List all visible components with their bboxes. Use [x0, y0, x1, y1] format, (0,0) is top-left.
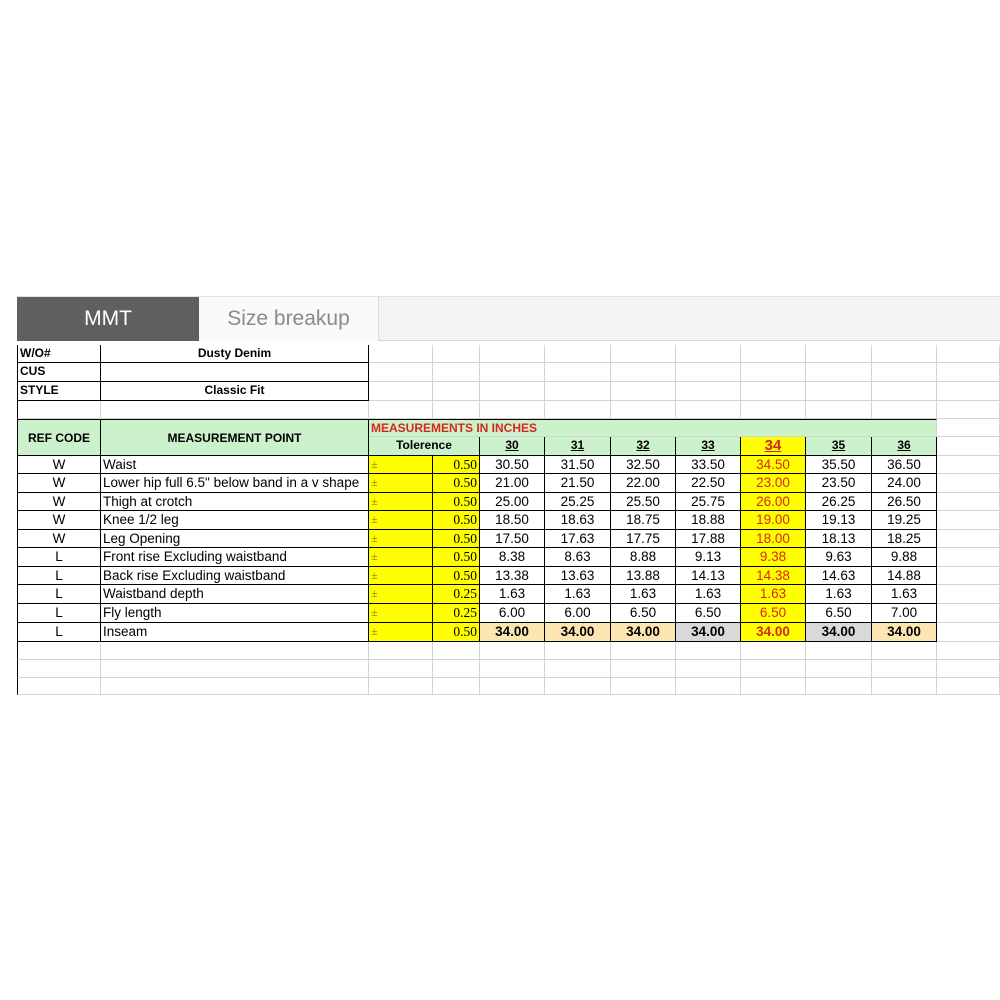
- empty-cell[interactable]: [611, 401, 676, 419]
- plus-minus-cell[interactable]: ±: [369, 456, 433, 474]
- empty-cell[interactable]: [545, 678, 611, 695]
- value-cell-size-30[interactable]: 13.38: [480, 567, 545, 585]
- empty-cell[interactable]: [480, 642, 545, 660]
- empty-cell[interactable]: [937, 660, 1000, 678]
- value-cell-size-31[interactable]: 6.00: [545, 604, 611, 623]
- value-cell-size-32[interactable]: 34.00: [611, 623, 676, 642]
- empty-cell[interactable]: [937, 363, 1000, 382]
- measurement-point-cell[interactable]: Front rise Excluding waistband: [101, 548, 369, 567]
- empty-cell[interactable]: [369, 363, 433, 382]
- empty-cell[interactable]: [872, 363, 937, 382]
- value-cell-size-34[interactable]: 23.00: [741, 474, 806, 493]
- value-cell-size-32[interactable]: 25.50: [611, 493, 676, 511]
- value-cell-size-33[interactable]: 17.88: [676, 530, 741, 548]
- ref-code-cell[interactable]: L: [17, 567, 101, 585]
- empty-cell[interactable]: [937, 678, 1000, 695]
- tolerance-value-cell[interactable]: 0.50: [433, 493, 480, 511]
- measurement-point-cell[interactable]: Lower hip full 6.5" below band in a v shape: [101, 474, 369, 493]
- empty-cell[interactable]: [545, 660, 611, 678]
- empty-cell[interactable]: [937, 474, 1000, 493]
- value-cell-size-35[interactable]: 35.50: [806, 456, 872, 474]
- empty-cell[interactable]: [937, 456, 1000, 474]
- empty-cell[interactable]: [480, 401, 545, 419]
- value-cell-size-35[interactable]: 18.13: [806, 530, 872, 548]
- empty-cell[interactable]: [676, 678, 741, 695]
- value-cell-size-30[interactable]: 25.00: [480, 493, 545, 511]
- empty-cell[interactable]: [17, 401, 101, 419]
- empty-cell[interactable]: [872, 382, 937, 401]
- empty-cell[interactable]: [741, 660, 806, 678]
- empty-cell[interactable]: [433, 363, 480, 382]
- value-cell-size-32[interactable]: 17.75: [611, 530, 676, 548]
- empty-cell[interactable]: [937, 642, 1000, 660]
- empty-cell[interactable]: [741, 382, 806, 401]
- plus-minus-cell[interactable]: ±: [369, 493, 433, 511]
- measurement-point-header[interactable]: MEASUREMENT POINT: [101, 419, 369, 456]
- plus-minus-cell[interactable]: ±: [369, 548, 433, 567]
- empty-cell[interactable]: [937, 511, 1000, 530]
- tab-size-breakup[interactable]: Size breakup: [199, 297, 379, 341]
- tolerance-value-cell[interactable]: 0.50: [433, 474, 480, 493]
- tolerance-value-cell[interactable]: 0.50: [433, 567, 480, 585]
- empty-cell[interactable]: [872, 401, 937, 419]
- empty-cell[interactable]: [937, 530, 1000, 548]
- value-cell-size-33[interactable]: 1.63: [676, 585, 741, 604]
- plus-minus-cell[interactable]: ±: [369, 585, 433, 604]
- empty-cell[interactable]: [937, 585, 1000, 604]
- empty-cell[interactable]: [676, 363, 741, 382]
- size-header-32[interactable]: 32: [611, 437, 676, 456]
- measurement-point-cell[interactable]: Fly length: [101, 604, 369, 623]
- value-cell-size-36[interactable]: 19.25: [872, 511, 937, 530]
- value-cell-size-33[interactable]: 18.88: [676, 511, 741, 530]
- measurement-point-cell[interactable]: Knee 1/2 leg: [101, 511, 369, 530]
- empty-cell[interactable]: [369, 382, 433, 401]
- tolerance-value-cell[interactable]: 0.25: [433, 604, 480, 623]
- value-cell-size-34[interactable]: 19.00: [741, 511, 806, 530]
- empty-cell[interactable]: [741, 678, 806, 695]
- value-cell-size-36[interactable]: 24.00: [872, 474, 937, 493]
- style-value[interactable]: Classic Fit: [101, 382, 369, 401]
- empty-cell[interactable]: [101, 401, 369, 419]
- value-cell-size-32[interactable]: 22.00: [611, 474, 676, 493]
- value-cell-size-32[interactable]: 32.50: [611, 456, 676, 474]
- empty-cell[interactable]: [545, 642, 611, 660]
- empty-cell[interactable]: [480, 660, 545, 678]
- value-cell-size-36[interactable]: 36.50: [872, 456, 937, 474]
- measurements-title[interactable]: MEASUREMENTS IN INCHES: [369, 419, 937, 437]
- empty-cell[interactable]: [806, 678, 872, 695]
- empty-cell[interactable]: [676, 642, 741, 660]
- empty-cell[interactable]: [369, 678, 433, 695]
- size-header-31[interactable]: 31: [545, 437, 611, 456]
- value-cell-size-35[interactable]: 26.25: [806, 493, 872, 511]
- empty-cell[interactable]: [480, 382, 545, 401]
- value-cell-size-36[interactable]: 26.50: [872, 493, 937, 511]
- tab-bar: [17, 296, 1000, 341]
- measurement-point-cell[interactable]: Thigh at crotch: [101, 493, 369, 511]
- value-cell-size-36[interactable]: 14.88: [872, 567, 937, 585]
- empty-cell[interactable]: [545, 363, 611, 382]
- empty-cell[interactable]: [806, 642, 872, 660]
- empty-cell[interactable]: [611, 678, 676, 695]
- value-cell-size-35[interactable]: 1.63: [806, 585, 872, 604]
- tolerance-value-cell[interactable]: 0.50: [433, 548, 480, 567]
- empty-cell[interactable]: [369, 401, 433, 419]
- empty-cell[interactable]: [101, 642, 369, 660]
- tolerance-value-cell[interactable]: 0.50: [433, 623, 480, 642]
- value-cell-size-34[interactable]: 14.38: [741, 567, 806, 585]
- value-cell-size-31[interactable]: 21.50: [545, 474, 611, 493]
- empty-cell[interactable]: [741, 401, 806, 419]
- empty-cell[interactable]: [433, 678, 480, 695]
- plus-minus-cell[interactable]: ±: [369, 623, 433, 642]
- value-cell-size-31[interactable]: 25.25: [545, 493, 611, 511]
- empty-cell[interactable]: [806, 345, 872, 363]
- size-header-33[interactable]: 33: [676, 437, 741, 456]
- ref-code-cell[interactable]: L: [17, 548, 101, 567]
- ref-code-cell[interactable]: W: [17, 511, 101, 530]
- empty-cell[interactable]: [480, 678, 545, 695]
- value-cell-size-30[interactable]: 18.50: [480, 511, 545, 530]
- style-label[interactable]: STYLE: [17, 382, 101, 401]
- ref-code-cell[interactable]: W: [17, 530, 101, 548]
- empty-cell[interactable]: [741, 345, 806, 363]
- empty-cell[interactable]: [545, 345, 611, 363]
- wo-label[interactable]: W/O#: [17, 345, 101, 363]
- empty-cell[interactable]: [433, 642, 480, 660]
- measurement-point-cell[interactable]: Back rise Excluding waistband: [101, 567, 369, 585]
- empty-cell[interactable]: [611, 363, 676, 382]
- value-cell-size-35[interactable]: 23.50: [806, 474, 872, 493]
- value-cell-size-31[interactable]: 18.63: [545, 511, 611, 530]
- value-cell-size-33[interactable]: 9.13: [676, 548, 741, 567]
- empty-cell[interactable]: [611, 660, 676, 678]
- ref-code-header[interactable]: REF CODE: [17, 419, 101, 456]
- value-cell-size-34[interactable]: 1.63: [741, 585, 806, 604]
- empty-cell[interactable]: [676, 382, 741, 401]
- empty-cell[interactable]: [872, 642, 937, 660]
- measurement-point-cell[interactable]: Leg Opening: [101, 530, 369, 548]
- value-cell-size-30[interactable]: 6.00: [480, 604, 545, 623]
- empty-cell[interactable]: [872, 345, 937, 363]
- plus-minus-cell[interactable]: ±: [369, 474, 433, 493]
- empty-cell[interactable]: [611, 642, 676, 660]
- empty-cell[interactable]: [937, 401, 1000, 419]
- empty-cell[interactable]: [806, 382, 872, 401]
- value-cell-size-36[interactable]: 34.00: [872, 623, 937, 642]
- value-cell-size-36[interactable]: 7.00: [872, 604, 937, 623]
- size-header-30[interactable]: 30: [480, 437, 545, 456]
- empty-cell[interactable]: [369, 345, 433, 363]
- ref-code-cell[interactable]: L: [17, 604, 101, 623]
- ref-code-cell[interactable]: L: [17, 623, 101, 642]
- value-cell-size-31[interactable]: 17.63: [545, 530, 611, 548]
- value-cell-size-34[interactable]: 9.38: [741, 548, 806, 567]
- value-cell-size-30[interactable]: 8.38: [480, 548, 545, 567]
- value-cell-size-32[interactable]: 8.88: [611, 548, 676, 567]
- value-cell-size-30[interactable]: 34.00: [480, 623, 545, 642]
- value-cell-size-34[interactable]: 34.00: [741, 623, 806, 642]
- empty-cell[interactable]: [937, 437, 1000, 456]
- tolerance-value-cell[interactable]: 0.50: [433, 530, 480, 548]
- value-cell-size-33[interactable]: 34.00: [676, 623, 741, 642]
- value-cell-size-31[interactable]: 8.63: [545, 548, 611, 567]
- empty-cell[interactable]: [433, 660, 480, 678]
- plus-minus-cell[interactable]: ±: [369, 604, 433, 623]
- value-cell-size-35[interactable]: 6.50: [806, 604, 872, 623]
- empty-cell[interactable]: [545, 401, 611, 419]
- value-cell-size-31[interactable]: 34.00: [545, 623, 611, 642]
- tolerance-value-cell[interactable]: 0.50: [433, 511, 480, 530]
- value-cell-size-30[interactable]: 30.50: [480, 456, 545, 474]
- value-cell-size-31[interactable]: 31.50: [545, 456, 611, 474]
- value-cell-size-34[interactable]: 6.50: [741, 604, 806, 623]
- ref-code-cell[interactable]: W: [17, 474, 101, 493]
- value-cell-size-36[interactable]: 1.63: [872, 585, 937, 604]
- size-header-35[interactable]: 35: [806, 437, 872, 456]
- empty-cell[interactable]: [937, 345, 1000, 363]
- empty-cell[interactable]: [545, 382, 611, 401]
- value-cell-size-31[interactable]: 1.63: [545, 585, 611, 604]
- empty-cell[interactable]: [937, 419, 1000, 437]
- empty-cell[interactable]: [611, 345, 676, 363]
- empty-cell[interactable]: [937, 548, 1000, 567]
- empty-cell[interactable]: [611, 382, 676, 401]
- empty-cell[interactable]: [676, 401, 741, 419]
- empty-cell[interactable]: [17, 678, 101, 695]
- empty-cell[interactable]: [433, 345, 480, 363]
- value-cell-size-32[interactable]: 1.63: [611, 585, 676, 604]
- cus-label[interactable]: CUS: [17, 363, 101, 382]
- spreadsheet-grid: [17, 345, 1000, 695]
- empty-cell[interactable]: [17, 660, 101, 678]
- value-cell-size-30[interactable]: 21.00: [480, 474, 545, 493]
- wo-value[interactable]: Dusty Denim: [101, 345, 369, 363]
- empty-cell[interactable]: [101, 660, 369, 678]
- empty-cell[interactable]: [937, 604, 1000, 623]
- empty-cell[interactable]: [480, 363, 545, 382]
- empty-cell[interactable]: [101, 678, 369, 695]
- value-cell-size-35[interactable]: 19.13: [806, 511, 872, 530]
- value-cell-size-36[interactable]: 9.88: [872, 548, 937, 567]
- size-header-34[interactable]: 34: [741, 437, 806, 456]
- empty-cell[interactable]: [937, 382, 1000, 401]
- plus-minus-cell[interactable]: ±: [369, 530, 433, 548]
- plus-minus-cell[interactable]: ±: [369, 511, 433, 530]
- value-cell-size-30[interactable]: 17.50: [480, 530, 545, 548]
- tolerance-value-cell[interactable]: 0.50: [433, 456, 480, 474]
- empty-cell[interactable]: [741, 363, 806, 382]
- value-cell-size-33[interactable]: 6.50: [676, 604, 741, 623]
- empty-cell[interactable]: [872, 660, 937, 678]
- measurement-point-cell[interactable]: Waistband depth: [101, 585, 369, 604]
- value-cell-size-33[interactable]: 33.50: [676, 456, 741, 474]
- empty-cell[interactable]: [937, 623, 1000, 642]
- empty-cell[interactable]: [937, 567, 1000, 585]
- size-header-36[interactable]: 36: [872, 437, 937, 456]
- value-cell-size-35[interactable]: 9.63: [806, 548, 872, 567]
- empty-cell[interactable]: [872, 678, 937, 695]
- value-cell-size-34[interactable]: 34.50: [741, 456, 806, 474]
- empty-cell[interactable]: [676, 345, 741, 363]
- ref-code-cell[interactable]: W: [17, 456, 101, 474]
- value-cell-size-30[interactable]: 1.63: [480, 585, 545, 604]
- plus-minus-cell[interactable]: ±: [369, 567, 433, 585]
- measurement-point-cell[interactable]: Waist: [101, 456, 369, 474]
- empty-cell[interactable]: [806, 363, 872, 382]
- empty-cell[interactable]: [433, 382, 480, 401]
- tolerance-header[interactable]: Tolerence: [369, 437, 480, 456]
- value-cell-size-34[interactable]: 18.00: [741, 530, 806, 548]
- value-cell-size-31[interactable]: 13.63: [545, 567, 611, 585]
- value-cell-size-33[interactable]: 14.13: [676, 567, 741, 585]
- empty-cell[interactable]: [480, 345, 545, 363]
- empty-cell[interactable]: [17, 642, 101, 660]
- value-cell-size-34[interactable]: 26.00: [741, 493, 806, 511]
- measurement-point-cell[interactable]: Inseam: [101, 623, 369, 642]
- empty-cell[interactable]: [676, 660, 741, 678]
- empty-cell[interactable]: [806, 660, 872, 678]
- value-cell-size-36[interactable]: 18.25: [872, 530, 937, 548]
- empty-cell[interactable]: [806, 401, 872, 419]
- cus-value[interactable]: [101, 363, 369, 382]
- value-cell-size-32[interactable]: 18.75: [611, 511, 676, 530]
- value-cell-size-32[interactable]: 6.50: [611, 604, 676, 623]
- value-cell-size-32[interactable]: 13.88: [611, 567, 676, 585]
- value-cell-size-33[interactable]: 25.75: [676, 493, 741, 511]
- empty-cell[interactable]: [369, 642, 433, 660]
- ref-code-cell[interactable]: W: [17, 493, 101, 511]
- empty-cell[interactable]: [937, 493, 1000, 511]
- empty-cell[interactable]: [741, 642, 806, 660]
- value-cell-size-35[interactable]: 14.63: [806, 567, 872, 585]
- empty-cell[interactable]: [369, 660, 433, 678]
- tab-mmt[interactable]: MMT: [17, 297, 199, 341]
- ref-code-cell[interactable]: L: [17, 585, 101, 604]
- value-cell-size-35[interactable]: 34.00: [806, 623, 872, 642]
- value-cell-size-33[interactable]: 22.50: [676, 474, 741, 493]
- tolerance-value-cell[interactable]: 0.25: [433, 585, 480, 604]
- empty-cell[interactable]: [433, 401, 480, 419]
